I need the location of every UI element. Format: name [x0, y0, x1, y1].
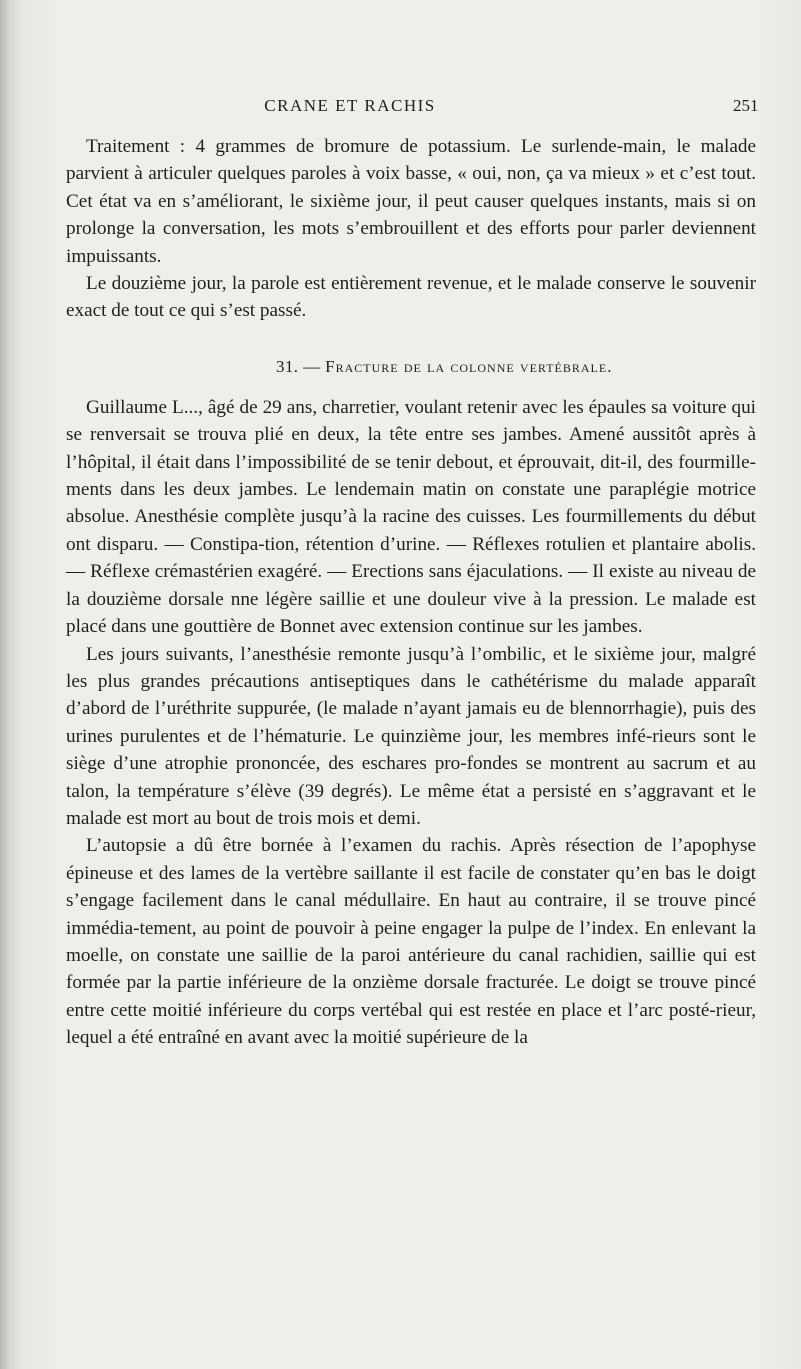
section-number: 31. —: [276, 356, 321, 376]
paragraph: Le douzième jour, la parole est entièrement revenue, et le malade conserve le souvenir exact de tout ce qui s’est passé.: [66, 273, 756, 322]
section-title: Fracture de la colonne vertébrale.: [325, 356, 613, 376]
page-header: [0, 96, 801, 120]
paragraph: Traitement : 4 grammes de bromure de potassium. Le surlende-main, le malade parvient à articuler quelques paroles à voix basse, « oui, non, ça va mieux » et c’est tout. Cet état va en s’améliorant, le sixième jour, il peut causer quelques instants, mais si on prolonge la conversation, les mots s’embrouillent et des efforts pour parler deviennent impuissants.: [66, 136, 756, 267]
page-number: 251: [733, 96, 759, 115]
body-text: [66, 133, 756, 1052]
paragraph: Les jours suivants, l’anesthésie remonte jusqu’à l’ombilic, et le sixième jour, malgré les plus grandes précautions antiseptiques dans le cathétérisme du malade apparaît d’abord de l’uréthrite suppurée, (le malade n’ayant jamais eu de blennorrhagie), puis des urines purulentes et de l’hématurie. Le quinzième jour, les membres infé-rieurs sont le siège d’une atrophie prononcée, des eschares pro-fondes se montrent au sacrum et au talon, la température s’élève (39 degrés). Le même état a persisté en s’aggravant et le malade est mort au bout de trois mois et demi.: [66, 643, 756, 829]
paragraph: Guillaume L..., âgé de 29 ans, charretier, voulant retenir avec les épaules sa voiture qui se renversait se trouva plié en deux, la tête entre ses jambes. Amené aussitôt après à l’hôpital, il était dans l’impossibilité de se tenir debout, et éprouvait, dit-il, des fourmille-ments dans les deux jambes. Le lendemain matin on constate une paraplégie motrice absolue. Anesthésie complète jusqu’à la racine des cuisses. Les fourmillements du début ont disparu. — Constipa-tion, rétention d’urine. — Réflexes rotulien et plantaire abolis. — Réflexe crémastérien exagéré. — Erections sans éjaculations. — Il existe au niveau de la douzième dorsale nne légère saillie et une douleur vive à la pression. Le malade est placé dans une gouttière de Bonnet avec extension continue sur les jambes.: [66, 396, 756, 638]
section-heading: [66, 353, 756, 380]
running-title: CRANE ET RACHIS: [264, 96, 436, 115]
paragraph: L’autopsie a dû être bornée à l’examen du rachis. Après résection de l’apophyse épineuse et des lames de la vertèbre saillante il est facile de constater qu’en bas le doigt s’engage facilement dans le canal médullaire. En haut au contraire, il se trouve pincé immédia-tement, au point de pouvoir à peine engager la pulpe de l’index. En enlevant la moelle, on constate une saillie de la paroi antérieure du canal rachidien, saillie qui est formée par la partie inférieure de la onzième dorsale fracturée. Le doigt se trouve pincé entre cette moitié inférieure du corps vertébal qui est restée en place et l’arc posté-rieur, lequel a été entraîné en avant avec la moitié supérieure de la: [66, 835, 756, 1049]
